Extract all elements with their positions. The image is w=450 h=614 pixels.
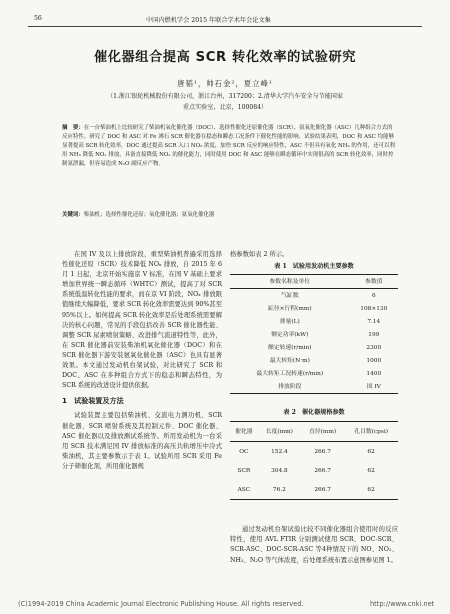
- table-cell: 199: [368, 331, 380, 338]
- table-cell: 最大转矩(N·m): [269, 357, 310, 364]
- section-1-paragraph: 试验装置主要包括柴油机、交流电力测功机、SCR 催化器、SCR 喷射系统及其控制元件、DOC 催化器、ASC 催化器以及排放测试系统等。所用发动机为一台采用 SCR 技术满足国 IV 排放标准的高压共轨增压中冷式柴油机，其主要参数示于表 1。试验所用 SCR 采用 Fe 分子筛催化剂，所用催化器规: [62, 412, 222, 470]
- table-header-cell: 长度(mm): [265, 428, 293, 435]
- table-cell: 额定功率(kW): [271, 331, 309, 338]
- table-row: [230, 367, 398, 380]
- table-cell: 266.7: [314, 486, 331, 493]
- table-cell: 2300: [366, 344, 382, 351]
- table-row: [230, 328, 398, 341]
- table-cell: 152.4: [271, 448, 288, 455]
- table-cell: 最大转矩工况转速(r/min): [256, 370, 324, 377]
- affiliation-line-2: 重点实验室，北京，100084）: [182, 103, 268, 111]
- keywords-label: 关键词：: [62, 212, 84, 218]
- table-2-caption: 表 2 催化器规格参数: [283, 409, 345, 417]
- right-intro-text: 格参数如表 2 所示。: [230, 251, 289, 258]
- table-cell: 62: [367, 467, 375, 474]
- left-column: [62, 250, 222, 472]
- right-column: [230, 250, 398, 566]
- running-header: [28, 14, 422, 27]
- table-cell: 266.7: [314, 467, 331, 474]
- table-header-row: [230, 422, 398, 442]
- table-cell: ASC: [237, 486, 251, 493]
- table-cell: 76.2: [272, 486, 286, 493]
- table-header-row: [230, 275, 398, 289]
- table-row: [230, 461, 398, 480]
- table-cell: 1400: [366, 370, 382, 377]
- footer-url: http://www.cnki.net: [370, 600, 435, 608]
- table-cell: 额定转速(r/min): [268, 344, 312, 351]
- table-row: [230, 315, 398, 328]
- abstract-text: 在一台柴油机上比较研究了柴油机氧化催化器（DOC）、选择性催化还原催化器（SCR）、氨氧化催化器（ASC）几种组合方式的反应特性。研究了 DOC 和 ASC 对 Fe 沸石 SCR 催化器在稳态和瞬态工况条件下催化性能的影响。试验结果表明，DOC 和 ASC 均能够显著提高 SCR 转化效率，DOC 通过提高 SCR 入口 NO₂ 浓度，加快 SCR 反应的响应特性，ASC 不但具有氧化 NH₃ 的作用，还可以利用 NH₃ 降低 NOₓ 排放，具备直接降低 NOₓ 的催化能力，同时使用 DOC 和 ASC 能够在瞬态循环中实现很高的 SCR 转化效率，同时控制氨泄漏，但容易造成 N₂O 副反应产物。: [62, 125, 395, 167]
- table-cell: SCR: [237, 467, 251, 474]
- table-cell: 气缸数: [281, 292, 299, 299]
- table-cell: 304.8: [271, 467, 288, 474]
- table-row: [230, 341, 398, 354]
- abstract: [62, 124, 397, 169]
- page-number: 56: [34, 15, 42, 22]
- table-row: [230, 442, 398, 462]
- table-cell: OC: [239, 448, 249, 455]
- right-after-paragraph: 通过发动机台架试验比较不同催化器组合使用时的反应特性，使用 AVL FTIR 分别测试使用 SCR、DOC-SCR、SCR-ASC、DOC-SCR-ASC 等4种情况下的 NO、NO₂、NH₃、N₂O 等气体浓度，后处理系统布置示意图参见图 1。: [230, 526, 398, 564]
- table-cell: 7.14: [367, 318, 381, 325]
- table-cell: 排放阶段: [278, 383, 302, 390]
- section-1-heading: 1 试验装置及方法: [62, 396, 124, 406]
- table-header-cell: 直径(mm): [309, 428, 337, 435]
- table-header-cell: 催化器: [235, 428, 253, 435]
- catalyst-specs-table: [230, 421, 398, 500]
- table-cell: 62: [367, 448, 375, 455]
- keywords-text: 柴油机；选择性催化还原；氧化催化器；氨氧化催化器: [83, 212, 215, 218]
- table-cell: 6: [371, 292, 376, 299]
- table-row: [230, 380, 398, 394]
- authors: 唐韬¹，帅石金²，夏立峰¹: [177, 79, 273, 88]
- abstract-label: 摘 要：: [62, 125, 84, 131]
- table-row: [230, 354, 398, 367]
- table-cell: 266.7: [314, 448, 331, 455]
- table-cell: 排量(L): [279, 318, 300, 325]
- table-cell: 108×130: [360, 305, 388, 312]
- conference-name: 中国内燃机学会 2015 年联合学术年会论文集: [146, 17, 271, 24]
- table-row: [230, 480, 398, 500]
- table-cell: 国 IV: [366, 383, 381, 390]
- affiliation-line-1: （1.浙江银轮机械股份有限公司，浙江台州，317200；2.清华大学汽车安全与节能国家: [107, 93, 343, 100]
- footer: [18, 600, 435, 608]
- table-1-caption: 表 1 试验用发动机主要参数: [274, 263, 354, 271]
- table-cell: 缸径×行程(mm): [268, 305, 312, 312]
- copyright-notice: (C)1994-2019 China Academic Journal Electronic Publishing House. All rights reserved.: [18, 600, 304, 608]
- table-cell: 62: [367, 486, 375, 493]
- engine-parameters-table: [230, 274, 398, 394]
- intro-paragraph: 在国 IV 及以上排放阶段，重型柴油机普遍采用选择性催化还原（SCR）技术降低 NOₓ 排放，自 2015 年 6 月 1 日起，北京开始实施京 V 标准，在国 V 基础上要求增加世界统一瞬态循环（WHTC）测试，提高了对 SCR 系统低温转化性能的要求，而在京 VI 阶段，NOₓ 排放限值继续大幅降低，要求 SCR 转化效率需要达到 90%甚至 95%以上。如何提高 SCR 转化效率是后处理系统需要解决的核心问题，常见的手段包括改善 SCR 催化器性能、调整 SCR 尿素喷射策略、改进排气流道特性等，此外，在 SCR 催化器前安装柴油机氧化催化器（DOC）和在 SCR 催化器下游安装氨氧化催化器（ASC）也具有显著效果。本文通过发动机台架试验，对比研究了 SCR 和 DOC、ASC 在多种组合方式下的稳态和瞬态特性，为 SCR 系统的改进设计提供依据。: [62, 251, 222, 390]
- table-header-cell: 参数名称及单位: [269, 278, 311, 285]
- table-row: [230, 289, 398, 303]
- table-row: [230, 302, 398, 315]
- keywords: [62, 210, 397, 218]
- affiliation: [0, 92, 450, 113]
- paper-title: 催化器组合提高 SCR 转化效率的试验研究: [93, 50, 357, 65]
- table-header-cell: 孔目数(cpsi): [354, 428, 388, 435]
- table-header-cell: 参数值: [365, 278, 383, 285]
- table-cell: 1000: [366, 357, 382, 364]
